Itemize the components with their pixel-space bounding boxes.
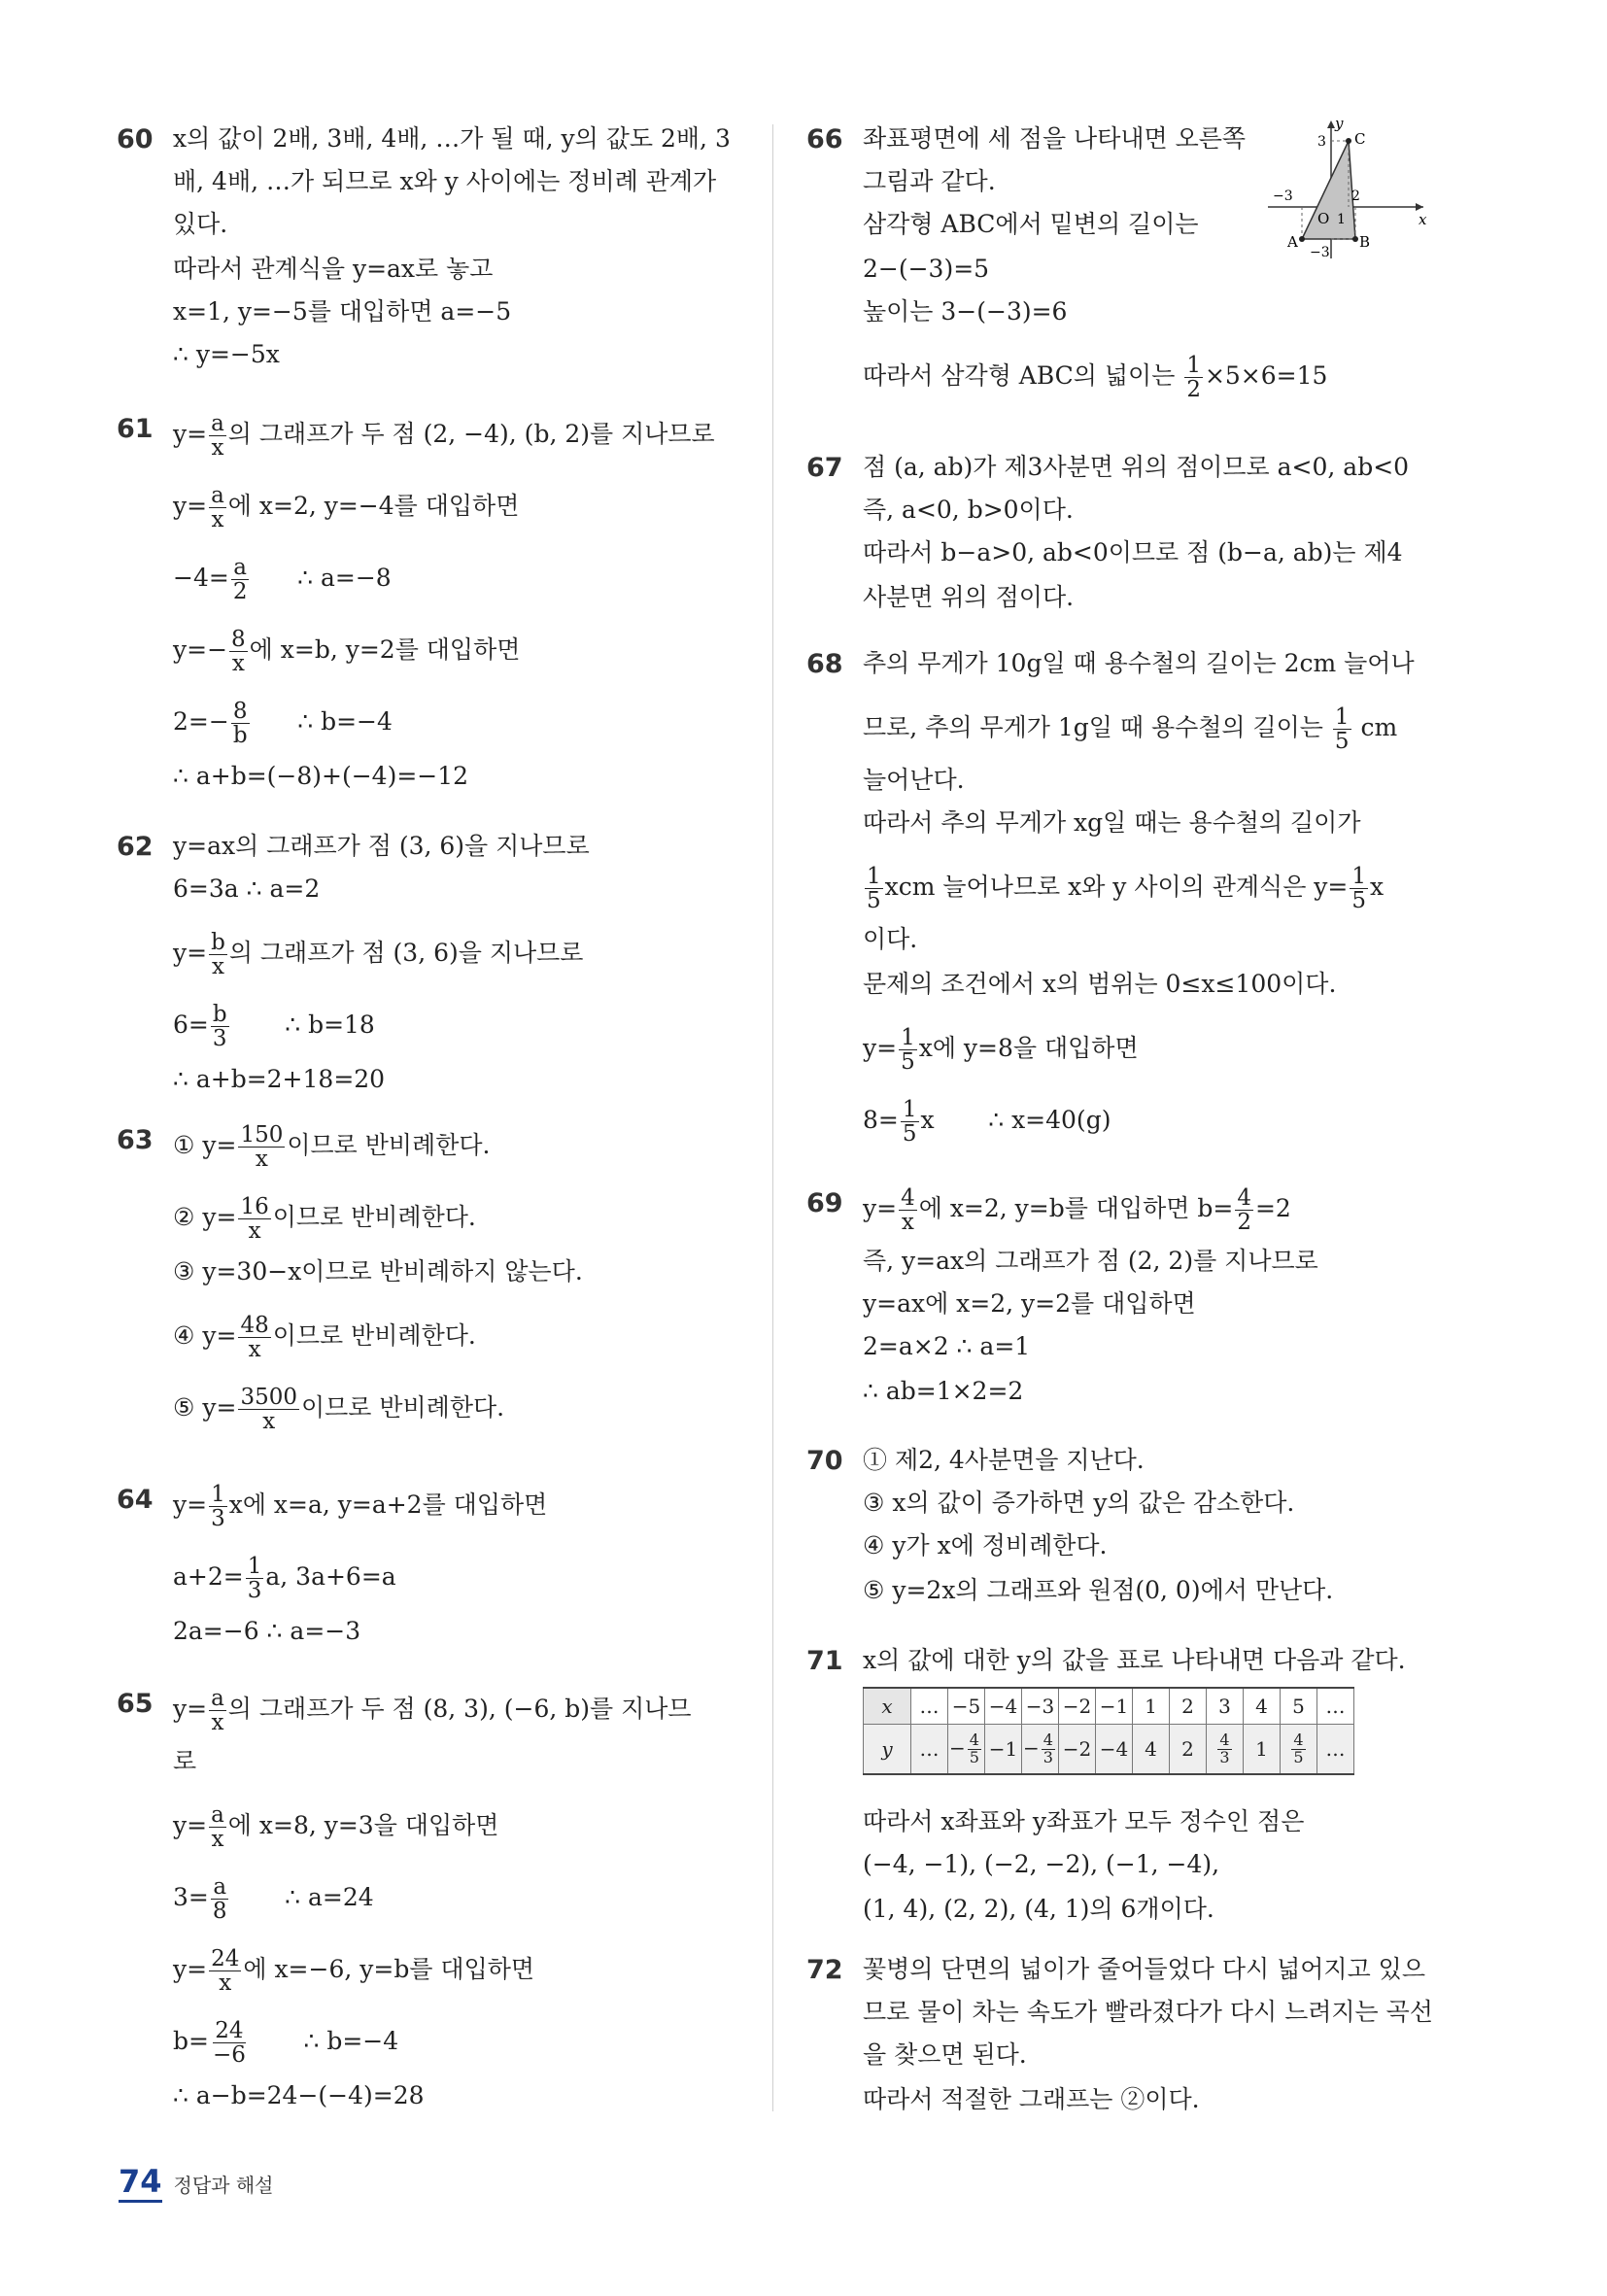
solution-line: 그림과 같다.: [863, 167, 996, 195]
problem-number: 65: [117, 1689, 154, 1719]
fraction-numerator: 1: [1334, 704, 1350, 730]
fraction: [231, 700, 250, 747]
table-cell-y: [1207, 1725, 1244, 1775]
tick-label-y3: 3: [1317, 134, 1326, 150]
table-cell-y: −4: [1096, 1725, 1133, 1775]
solution-line: ⑤ y=2x의 그래프와 원점(0, 0)에서 만난다.: [863, 1576, 1334, 1604]
text-run: 이므로 반비례한다.: [272, 1321, 476, 1351]
solution-line: 사분면 위의 점이다.: [863, 583, 1075, 611]
fraction-denominator: 5: [901, 1049, 915, 1076]
table-head-y: y: [864, 1725, 911, 1775]
fraction-denominator: 5: [902, 1121, 917, 1148]
fraction-denominator: 3: [212, 1026, 227, 1052]
table-cell-x: 5: [1281, 1688, 1317, 1725]
fraction-denominator: 3: [1219, 1747, 1230, 1766]
solution-line: ∴ ab=1×2=2: [863, 1377, 1024, 1405]
footer-label: 정답과 해설: [173, 2174, 274, 2197]
fraction-numerator: a: [233, 555, 247, 580]
fraction: [211, 1875, 229, 1923]
table-cell-y: …: [911, 1725, 948, 1775]
point-b: [1352, 236, 1358, 242]
solution-line: 따라서 x좌표와 y좌표가 모두 정수인 점은: [863, 1807, 1305, 1835]
text-run: ∴ b=18: [230, 1011, 375, 1040]
xy-value-table: [863, 1687, 1354, 1775]
text-run: 므로, 추의 무게가 1g일 때 용수철의 길이는: [863, 713, 1331, 742]
fraction-numerator: 1: [1186, 353, 1201, 378]
text-run: y=: [863, 1034, 898, 1063]
solution-line: [173, 1123, 490, 1171]
solution-line: [863, 705, 1397, 753]
fraction-numerator: 24: [211, 1946, 240, 1971]
text-run: x에 x=a, y=a+2를 대입하면: [228, 1491, 548, 1520]
solution-line: [173, 931, 583, 978]
solution-line: [173, 1195, 476, 1243]
problem-number: 60: [117, 124, 154, 154]
fraction-numerator: 1: [867, 864, 881, 889]
fraction: [865, 865, 883, 912]
table-cell-x: …: [911, 1688, 948, 1725]
text-run: 이므로 반비례한다.: [300, 1393, 505, 1422]
solution-line: ① 제2, 4사분면을 지난다.: [863, 1446, 1145, 1474]
text-run: y=−: [173, 635, 228, 665]
solution-line: 꽃병의 단면의 넓이가 줄어들었다 다시 넓어지고 있으: [863, 1955, 1425, 1983]
table-cell-x: −3: [1022, 1688, 1059, 1725]
text-run: 에 x=−6, y=b를 대입하면: [243, 1955, 535, 1984]
column-divider: [772, 124, 773, 2111]
fraction-numerator: 3500: [240, 1385, 297, 1410]
text-run: ×5×6=15: [1204, 361, 1328, 391]
tick-label-x-neg3: −3: [1273, 188, 1293, 204]
fraction-numerator: 24: [215, 2018, 244, 2043]
fraction: [229, 628, 248, 675]
text-run: 의 그래프가 두 점 (2, −4), (b, 2)를 지나므로: [227, 420, 715, 449]
fraction-numerator: 1: [247, 1554, 262, 1579]
text-run: ∴ a=−8: [251, 564, 392, 593]
fraction-denominator: 2: [232, 579, 248, 605]
point-a: [1299, 236, 1305, 242]
solution-line: [173, 2019, 398, 2067]
solution-line: 므로 물이 차는 속도가 빨라졌다가 다시 느려지는 곡선: [863, 1998, 1433, 2026]
fraction-numerator: 8: [231, 627, 246, 652]
text-run: ① y=: [173, 1131, 237, 1160]
solution-line: 6=3a ∴ a=2: [173, 874, 321, 903]
fraction-denominator: x: [211, 1710, 224, 1736]
fraction: [246, 1555, 264, 1602]
point-c: [1346, 138, 1351, 144]
table-cell-y: 1: [1244, 1725, 1281, 1775]
table-head-x: x: [864, 1688, 911, 1725]
solution-line: [173, 484, 519, 531]
fraction-denominator: 2: [1186, 377, 1201, 403]
solution-line: y=ax에 x=2, y=2를 대입하면: [863, 1289, 1196, 1318]
fraction: [968, 1732, 981, 1766]
solution-line: 따라서 적절한 그래프는 ②이다.: [863, 2085, 1200, 2113]
text-run: cm: [1352, 713, 1398, 742]
solution-line: 점 (a, ab)가 제3사분면 위의 점이므로 a<0, ab<0: [863, 453, 1410, 481]
text-run: y=: [173, 1491, 208, 1520]
solution-line: 삼각형 ABC에서 밑변의 길이는: [863, 210, 1199, 238]
fraction-numerator: a: [211, 411, 224, 436]
fraction-denominator: x: [211, 1827, 224, 1853]
solution-line: ∴ a+b=2+18=20: [173, 1065, 386, 1093]
fraction-denominator: x: [901, 1210, 914, 1236]
table-cell-y: 2: [1170, 1725, 1207, 1775]
fraction-numerator: b: [212, 1002, 227, 1027]
text-run: 6=: [173, 1011, 209, 1040]
fraction: [209, 931, 227, 978]
problem-number: 62: [117, 832, 154, 862]
fraction: [899, 1026, 917, 1074]
fraction-denominator: 5: [867, 888, 881, 914]
solution-line: [863, 354, 1327, 401]
fraction-denominator: x: [219, 1970, 232, 1997]
solution-line: [863, 1098, 1111, 1146]
text-run: b=: [173, 2027, 209, 2056]
text-run: a, 3a+6=a: [265, 1562, 396, 1592]
solution-line: [173, 1483, 547, 1530]
fraction-denominator: b: [232, 723, 248, 749]
table-row-x: [864, 1688, 1354, 1725]
problem-number: 66: [806, 124, 843, 154]
origin-label: O: [1317, 210, 1330, 227]
text-run: 에 x=2, y=b를 대입하면 b=: [918, 1194, 1234, 1223]
fraction-numerator: 1: [901, 1025, 915, 1050]
text-run: 에 x=2, y=−4를 대입하면: [227, 492, 520, 521]
table-cell-y: …: [1317, 1725, 1354, 1775]
text-run: 의 그래프가 점 (3, 6)을 지나므로: [228, 939, 584, 968]
label-b: B: [1359, 233, 1371, 251]
text-run: y=: [173, 420, 208, 449]
solution-line: [173, 1386, 504, 1433]
solution-line: 좌표평면에 세 점을 나타내면 오른쪽: [863, 124, 1247, 153]
solution-line: 즉, a<0, b>0이다.: [863, 496, 1074, 524]
fraction-numerator: a: [211, 1802, 224, 1828]
solution-line: [173, 1003, 375, 1050]
fraction: [238, 1123, 285, 1171]
solution-line: x=1, y=−5를 대입하면 a=−5: [173, 297, 512, 326]
table-cell-y: −1: [985, 1725, 1022, 1775]
fraction: [1235, 1186, 1253, 1234]
fraction-denominator: x: [211, 954, 224, 980]
fraction: [209, 1483, 227, 1530]
fraction-numerator: 4: [1043, 1730, 1053, 1749]
problem-number: 67: [806, 453, 843, 483]
fraction: [209, 412, 226, 460]
solution-line: 즉, y=ax의 그래프가 점 (2, 2)를 지나므로: [863, 1247, 1318, 1275]
fraction-numerator: 1: [902, 1097, 917, 1122]
fraction: [209, 1803, 226, 1851]
fraction-denominator: 3: [1043, 1747, 1053, 1766]
text-run: 8=: [863, 1106, 899, 1135]
text-run: −4=: [173, 564, 229, 593]
fraction-numerator: 4: [901, 1185, 915, 1211]
table-cell-y: −2: [1059, 1725, 1096, 1775]
solution-line: ∴ a−b=24−(−4)=28: [173, 2081, 425, 2109]
table-cell-x: −5: [948, 1688, 985, 1725]
fraction-denominator: x: [262, 1409, 276, 1435]
solution-line: ④ y가 x에 정비례한다.: [863, 1531, 1108, 1559]
table-cell-y: [948, 1725, 985, 1775]
solution-line: [173, 1314, 476, 1361]
page-footer: [119, 2163, 274, 2203]
problem-number: 69: [806, 1188, 843, 1218]
solution-line: x의 값이 2배, 3배, 4배, …가 될 때, y의 값도 2배, 3: [173, 124, 731, 153]
fraction-denominator: x: [211, 507, 224, 533]
fraction-denominator: 5: [1293, 1747, 1304, 1766]
fraction-denominator: 2: [1237, 1210, 1251, 1236]
fraction-numerator: 8: [232, 699, 248, 724]
solution-line: ③ y=30−x이므로 반비례하지 않는다.: [173, 1257, 583, 1285]
problem-number: 63: [117, 1125, 154, 1155]
y-axis-label: y: [1335, 115, 1344, 132]
text-run: x: [1370, 873, 1385, 902]
text-run: 이므로 반비례한다.: [272, 1203, 476, 1232]
solution-line: 문제의 조건에서 x의 범위는 0≤x≤100이다.: [863, 970, 1337, 998]
table-cell-y: [1022, 1725, 1059, 1775]
fraction-denominator: 3: [211, 1506, 225, 1532]
text-run: 따라서 삼각형 ABC의 넓이는: [863, 361, 1183, 391]
problem-number: 70: [806, 1446, 843, 1476]
text-run: y=: [173, 1955, 208, 1984]
text-run: 에 x=b, y=2를 대입하면: [249, 635, 521, 665]
fraction: [211, 2019, 248, 2067]
fraction: [209, 1687, 226, 1734]
page-number: 74: [119, 2163, 162, 2203]
table-row-y: [864, 1725, 1354, 1775]
text-run: y=: [173, 939, 208, 968]
sign: −: [949, 1735, 966, 1760]
text-run: ∴ b=−4: [249, 2027, 399, 2056]
tick-label-y-neg3: −3: [1310, 245, 1330, 260]
text-run: ② y=: [173, 1203, 237, 1232]
solution-line: (1, 4), (2, 2), (4, 1)의 6개이다.: [863, 1895, 1214, 1923]
text-run: a+2=: [173, 1562, 244, 1592]
coordinate-figure: [1263, 115, 1428, 260]
solution-line: 있다.: [173, 210, 228, 238]
fraction: [209, 484, 226, 531]
problem-number: 61: [117, 414, 154, 444]
problem-number: 64: [117, 1485, 154, 1515]
text-run: ⑤ y=: [173, 1393, 237, 1422]
fraction: [1333, 705, 1351, 753]
fraction: [238, 1386, 299, 1433]
solution-line: 2=a×2 ∴ a=1: [863, 1332, 1031, 1360]
text-run: y=: [863, 1194, 898, 1223]
text-run: 의 그래프가 두 점 (8, 3), (−6, b)를 지나므: [227, 1695, 692, 1724]
fraction-numerator: 150: [240, 1122, 284, 1148]
solution-line: [173, 628, 520, 675]
text-run: 에 x=8, y=3을 대입하면: [227, 1811, 499, 1840]
solution-line: 로: [173, 1747, 197, 1775]
text-run: y=: [173, 492, 208, 521]
fraction-denominator: x: [255, 1147, 268, 1173]
table-cell-x: 1: [1133, 1688, 1170, 1725]
solution-line: [863, 1026, 1139, 1074]
fraction-numerator: a: [211, 1686, 224, 1711]
x-axis-label: x: [1419, 211, 1427, 228]
table-cell-y: [1281, 1725, 1317, 1775]
problem-number: 68: [806, 649, 843, 679]
text-run: y=: [173, 1811, 208, 1840]
fraction-numerator: 4: [1219, 1730, 1230, 1749]
table-cell-x: 3: [1207, 1688, 1244, 1725]
fraction-denominator: 3: [247, 1578, 262, 1604]
fraction: [238, 1195, 270, 1243]
text-run: ∴ a=24: [230, 1883, 374, 1912]
fraction: [1350, 865, 1368, 912]
solution-line: 따라서 b−a>0, ab<0이므로 점 (b−a, ab)는 제4: [863, 538, 1403, 566]
tick-label-x2: 2: [1351, 188, 1360, 204]
solution-line: [173, 556, 392, 603]
problem-number: 72: [806, 1955, 843, 1985]
solution-line: ∴ a+b=(−8)+(−4)=−12: [173, 762, 469, 790]
text-run: 3=: [173, 1883, 209, 1912]
text-run: x에 y=8을 대입하면: [918, 1034, 1139, 1063]
fraction: [1184, 354, 1203, 401]
fraction: [211, 1003, 229, 1050]
table-cell-x: …: [1317, 1688, 1354, 1725]
solution-line: (−4, −1), (−2, −2), (−1, −4),: [863, 1850, 1220, 1878]
solution-line: 높이는 3−(−3)=6: [863, 297, 1068, 326]
solution-line: ③ x의 값이 증가하면 y의 값은 감소한다.: [863, 1489, 1295, 1517]
fraction-denominator: 5: [1334, 729, 1350, 755]
fraction-denominator: x: [248, 1337, 261, 1363]
solution-line: [173, 1875, 374, 1923]
solution-line: [863, 1186, 1291, 1234]
solution-line: 따라서 추의 무게가 xg일 때는 용수철의 길이가: [863, 808, 1361, 837]
solution-line: [173, 1947, 534, 1995]
text-run: ∴ b=−4: [251, 707, 393, 737]
solution-line: [173, 1803, 498, 1851]
fraction-numerator: b: [211, 930, 225, 955]
fraction: [209, 1947, 241, 1995]
sign: −: [1023, 1735, 1040, 1760]
solution-line: 2−(−3)=5: [863, 255, 990, 283]
fraction-denominator: −6: [212, 2042, 246, 2069]
tick-label-x1: 1: [1337, 212, 1346, 227]
fraction-numerator: 1: [1351, 864, 1367, 889]
fraction-numerator: a: [213, 1874, 227, 1900]
text-run: xcm 늘어나므로 x와 y 사이의 관계식은 y=: [884, 873, 1349, 902]
solution-line: [173, 1687, 692, 1734]
fraction-denominator: 5: [969, 1747, 979, 1766]
fraction-numerator: 48: [240, 1313, 269, 1338]
y-axis-arrow: [1327, 120, 1335, 128]
text-run: ④ y=: [173, 1321, 237, 1351]
fraction-denominator: x: [211, 435, 224, 462]
solution-line: [173, 412, 715, 460]
table-cell-y: 4: [1133, 1725, 1170, 1775]
solution-line: [173, 1555, 396, 1602]
fraction-numerator: 4: [1237, 1185, 1251, 1211]
fraction: [231, 556, 250, 603]
solution-line: y=ax의 그래프가 점 (3, 6)을 지나므로: [173, 832, 590, 860]
label-a: A: [1287, 233, 1298, 251]
solution-line: [173, 700, 393, 747]
solution-line: [863, 865, 1384, 912]
fraction-numerator: 16: [240, 1194, 269, 1219]
fraction-denominator: x: [248, 1218, 261, 1245]
table-cell-x: 2: [1170, 1688, 1207, 1725]
solution-line: 이다.: [863, 925, 918, 953]
table-cell-x: −1: [1096, 1688, 1133, 1725]
solution-line: 배, 4배, …가 되므로 x와 y 사이에는 정비례 관계가: [173, 167, 717, 195]
fraction: [1042, 1732, 1055, 1766]
solution-line: 추의 무게가 10g일 때 용수철의 길이는 2cm 늘어나: [863, 649, 1415, 677]
table-cell-x: 4: [1244, 1688, 1281, 1725]
text-run: 이므로 반비례한다.: [287, 1131, 491, 1160]
solution-line: 늘어난다.: [863, 766, 965, 794]
text-run: y=: [173, 1695, 208, 1724]
text-run: =2: [1254, 1194, 1291, 1223]
fraction: [1291, 1732, 1305, 1766]
solution-line: x의 값에 대한 y의 값을 표로 나타내면 다음과 같다.: [863, 1646, 1406, 1674]
problem-number: 71: [806, 1646, 843, 1676]
fraction-denominator: 8: [212, 1899, 227, 1925]
solution-line: 2a=−6 ∴ a=−3: [173, 1617, 361, 1645]
solution-line: 을 찾으면 된다.: [863, 2040, 1027, 2069]
table-cell-x: −2: [1059, 1688, 1096, 1725]
fraction-denominator: 5: [1351, 888, 1367, 914]
fraction-numerator: a: [211, 483, 224, 508]
fraction: [1217, 1732, 1231, 1766]
text-run: x ∴ x=40(g): [920, 1106, 1111, 1135]
fraction-numerator: 4: [969, 1730, 979, 1749]
solution-line: 따라서 관계식을 y=ax로 놓고: [173, 255, 494, 283]
text-run: 2=−: [173, 707, 229, 737]
solution-line: ∴ y=−5x: [173, 340, 280, 368]
fraction: [238, 1314, 270, 1361]
label-c: C: [1354, 130, 1366, 148]
fraction: [901, 1098, 919, 1146]
fraction-numerator: 4: [1293, 1730, 1304, 1749]
table-cell-x: −4: [985, 1688, 1022, 1725]
x-axis-arrow: [1416, 203, 1423, 211]
fraction-numerator: 1: [211, 1482, 225, 1507]
fraction: [899, 1186, 917, 1234]
fraction-denominator: x: [231, 651, 245, 677]
